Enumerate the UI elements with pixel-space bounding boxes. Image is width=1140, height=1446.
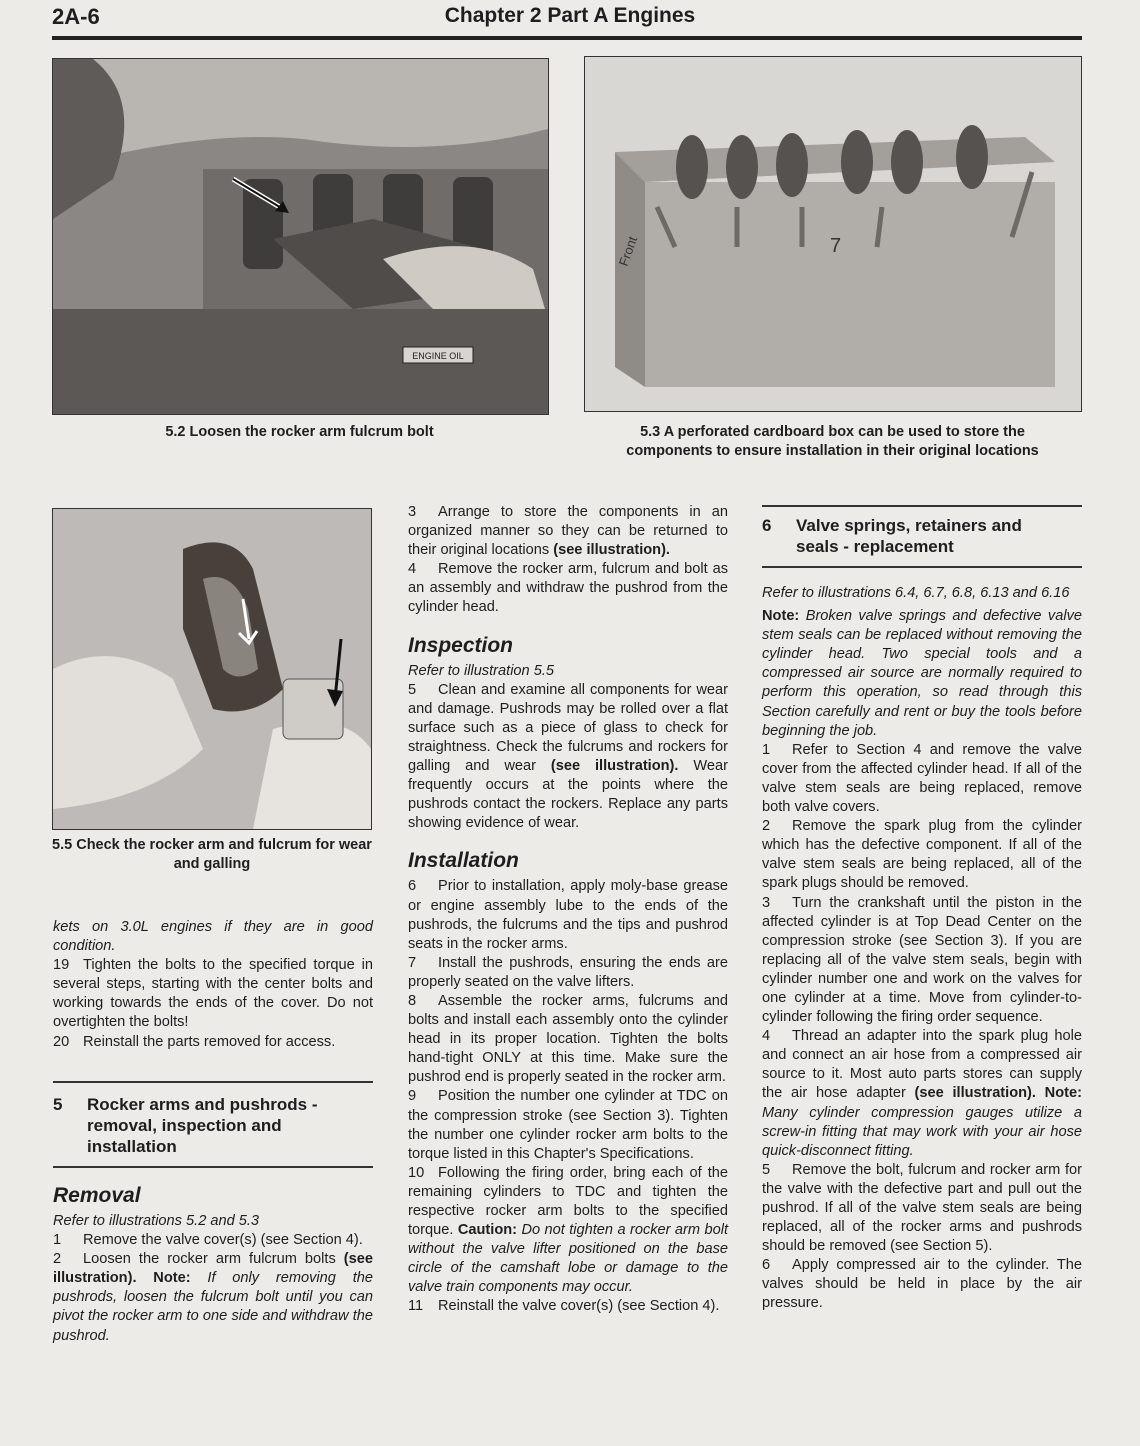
paragraph-11: 11 Reinstall the valve cover(s) (see Section 4). [408,1298,720,1315]
paragraph-4: 4 Remove the rocker arm, fulcrum and bolt as an assembly and withdraw the pushrod from the cylinder head. [408,561,728,616]
inspection-heading: Inspection [408,633,514,657]
section-6-heading: 6 Valve springs, retainers and seals - replacement [762,516,1022,556]
paragraph-6: 6 Prior to installation, apply moly-base grease or engine assembly lube to the ends of the pushrods, the fulcrums and the tips and pushrod seats in the rocker arms. [408,878,728,952]
header-rule [52,36,1082,40]
s6-paragraph-5: 5 Remove the bolt, fulcrum and rocker arm for the valve with the defective part and pull out the pushrod. If all of the valve stem seals are being replaced, all of the rocker arms and pushrods should be removed (see Section 5). [762,1161,1082,1255]
column-3 [762,584,1082,1314]
paragraph-9: 9 Position the number one cylinder at TDC on the compression stroke (see Section 3). Tighten the number one cylinder rocker arm bolts to the torque listed in this Chapter's Specifications. [408,1088,728,1162]
removal-paragraph-2: 2 Loosen the rocker arm fulcrum bolts (see illustration). Note: If only removing the pushrods, loosen the fulcrum bolt until you can pivot the rocker arm to one side and withdraw the pushrod. [53,1251,373,1344]
section-5-rule-top [53,1081,373,1083]
s6-paragraph-1: 1 Refer to Section 4 and remove the valve cover from the affected cylinder head. If all of the valve stem seals are being replaced, remove both valve covers. [762,741,1082,816]
removal-reference: Refer to illustrations 5.2 and 5.3 [53,1213,260,1229]
section-6-rule-bottom [762,566,1082,568]
column-1 [53,918,373,1052]
paragraph-3: 3 Arrange to store the components in an organized manner so they can be returned to their original locations (see illustration). [408,504,728,559]
page-number: 2A-6 [52,4,100,29]
figure-5-5-photo [52,508,372,830]
section-6-note: Note: Broken valve springs and defective valve stem seals can be replaced without removing the cylinder head. Two special tools and a compressed air source are normally required to perform this operation, so read through this Section carefully and rent or buy the tools before beginning the job. [762,608,1082,739]
section-6-reference: Refer to illustrations 6.4, 6.7, 6.8, 6.13 and 6.16 [762,585,1070,601]
figure-5-2-caption: 5.2 Loosen the rocker arm fulcrum bolt [165,424,434,440]
figure-5-3-caption: 5.3 A perforated cardboard box can be used to store the components to ensure installation in their original locations [626,424,1039,459]
section-5-rule-bottom [53,1166,373,1168]
paragraph-20: 20 Reinstall the parts removed for access. [53,1033,336,1050]
inspection-reference: Refer to illustration 5.5 [408,662,555,679]
continued-text: kets on 3.0L engines if they are in good condition. [53,919,373,955]
figure-5-2-photo [52,58,549,415]
paragraph-7: 7 Install the pushrods, ensuring the ends are properly seated on the valve lifters. [408,954,728,990]
paragraph-8: 8 Assemble the rocker arms, fulcrums and bolts and install each assembly onto the cylinder head in its proper location. Tighten the bolts hand-tight ONLY at this time. Make sure the pushrod end is properly seated in the rocker arm. [408,992,728,1086]
s6-paragraph-4: 4 Thread an adapter into the spark plug hole and connect an air hose from a compressed air source to it. Most auto parts stores can supply the air hose adapter (see illustration). Note: Many cylinder compression gauges utilize a screw-in fitting that may work with your air hose quick-disconnect fitting. [762,1028,1082,1159]
s6-paragraph-6: 6 Apply compressed air to the cylinder. The valves should be held in place by the air pressure. [762,1257,1082,1312]
removal-block [53,1172,373,1346]
paragraph-5: 5 Clean and examine all components for wear and damage. Pushrods may be rolled over a flat surface such as a piece of glass to check for straightness. Check the fulcrums and rockers for galling and wear (see illustration). Wear frequently occurs at the points where the pushrods contact the rockers. Replace any parts showing evidence of wear. [408,681,728,832]
column-2 [408,503,728,1317]
figure-5-3-photo [584,56,1082,412]
s6-paragraph-3: 3 Turn the crankshaft until the piston in the affected cylinder is at Top Dead Center on the compression stroke (see Section 3). If you are replacing all of the valve stem seals, begin with cylinder number one and work on the valves for one cylinder at a time. Move from cylinder-to-cylinder following the firing order sequence. [762,894,1082,1026]
front-label: Front [615,234,641,269]
chapter-title: Chapter 2 Part A Engines [444,4,696,27]
removal-paragraph-1: 1 Remove the valve cover(s) (see Section 4). [53,1232,363,1249]
number-seven-label: 7 [830,235,842,257]
removal-heading: Removal [53,1184,141,1207]
engine-oil-label: ENGINE OIL [412,351,464,361]
paragraph-10: 10 Following the firing order, bring each of the remaining cylinders to TDC and tighten the respective rocker arm bolts to the specified torque. Caution: Do not tighten a rocker arm bolt without the valve lifter positioned on the base circle of the camshaft lobe or damage to the valve train components may occur. [408,1164,729,1296]
paragraph-19: 19 Tighten the bolts to the specified torque in several steps, starting with the center bolts and working towards the ends of the cover. Do not overtighten the bolts! [53,957,373,1031]
section-5-heading: 5 Rocker arms and pushrods - removal, inspection and installation [53,1095,318,1156]
section-6-rule-top [762,505,1082,507]
installation-heading: Installation [408,849,519,873]
figure-5-5-caption: 5.5 Check the rocker arm and fulcrum for wear and galling [52,837,372,872]
s6-paragraph-2: 2 Remove the spark plug from the cylinder which has the defective component. If all of the valve stem seals are being replaced, all of the spark plugs should be removed. [762,818,1082,892]
